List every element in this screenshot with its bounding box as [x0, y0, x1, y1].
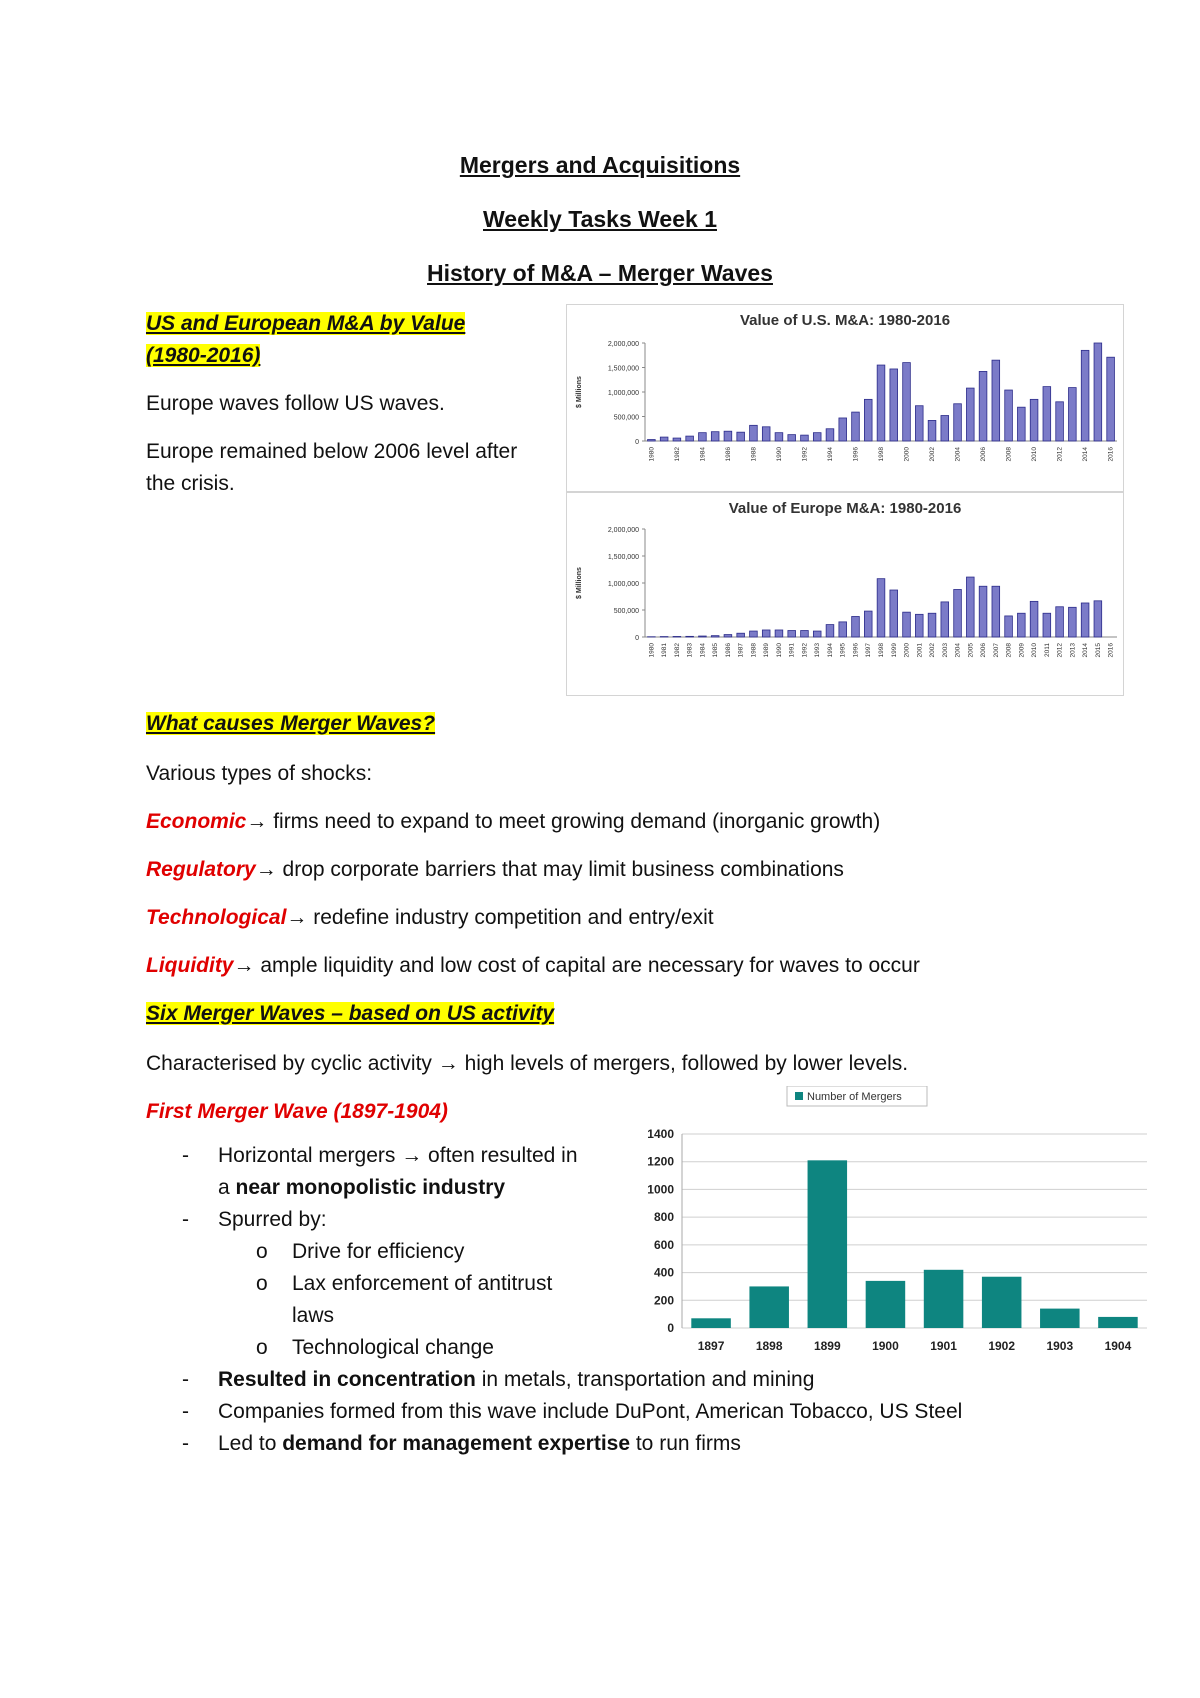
y-tick-label: 1,500,000 [607, 554, 639, 561]
x-tick-label: 1998 [878, 447, 885, 462]
x-tick-label: 1986 [724, 447, 732, 462]
bar [928, 613, 936, 637]
y-axis-label: $ Millions [576, 376, 583, 408]
x-tick-label: 2006 [980, 643, 988, 658]
arrow-icon: → [246, 810, 268, 833]
x-tick-label: 1903 [1046, 1339, 1074, 1353]
x-tick-label: 1990 [775, 643, 783, 658]
bar [762, 427, 770, 441]
bar [775, 630, 783, 637]
shock-label: Economic [146, 810, 247, 833]
x-tick-label: 2000 [903, 447, 911, 462]
bar [1081, 350, 1089, 441]
x-tick-label: 2000 [903, 643, 911, 658]
x-tick-label: 1984 [699, 447, 707, 462]
bar [877, 579, 885, 637]
bar [775, 433, 783, 441]
list-item: - Resulted in concentration in metals, transportation and mining [182, 1368, 815, 1391]
x-tick-label: 2015 [1094, 643, 1102, 658]
bar [826, 429, 834, 441]
bar [903, 363, 911, 441]
list-item-continued: a near monopolistic industry [218, 1176, 506, 1199]
shock-label: Technological [146, 906, 287, 929]
y-tick-label: 600 [653, 1237, 674, 1252]
x-tick-label: 2002 [929, 643, 937, 658]
bar [1017, 407, 1025, 441]
document-title: Mergers and Acquisitions [459, 152, 741, 178]
x-tick-label: 2013 [1069, 643, 1077, 658]
x-tick-label: 2010 [1031, 447, 1039, 462]
x-tick-label: 1901 [930, 1339, 957, 1353]
bar [915, 406, 923, 441]
bar [1040, 1309, 1080, 1328]
bar [979, 586, 987, 637]
para-cyclic-activity: Characterised by cyclic activity → high levels of mergers, followed by lower levels. [146, 1052, 909, 1075]
arrow-icon: → [286, 906, 308, 929]
bar [686, 636, 694, 637]
list-item: - Spurred by: [182, 1208, 327, 1231]
para-europe-below-line2: the crisis. [146, 472, 235, 495]
x-tick-label: 1995 [839, 643, 847, 658]
bar [762, 630, 770, 637]
x-tick-label: 1904 [1104, 1339, 1132, 1353]
bar [915, 614, 923, 637]
x-tick-label: 2005 [967, 643, 975, 658]
x-tick-label: 2008 [1005, 643, 1013, 658]
x-tick-label: 2012 [1056, 447, 1064, 462]
x-tick-label: 1997 [865, 643, 873, 658]
x-tick-label: 2014 [1082, 447, 1090, 462]
x-tick-label: 2001 [916, 643, 924, 658]
bar [890, 369, 898, 441]
x-tick-label: 1996 [852, 643, 860, 658]
bar [724, 431, 732, 441]
bar [1030, 601, 1038, 637]
x-tick-label: 1989 [763, 643, 771, 658]
chart-number-of-mergers [632, 1086, 1152, 1356]
document-subtitle: Weekly Tasks Week 1 [483, 206, 717, 232]
x-tick-label: 2002 [929, 447, 937, 462]
bar [801, 631, 809, 637]
x-tick-label: 2004 [954, 447, 962, 462]
x-tick-label: 2006 [980, 447, 988, 462]
bar [826, 625, 834, 637]
bar [737, 633, 745, 637]
x-tick-label: 2003 [941, 643, 949, 658]
bar [808, 1160, 848, 1328]
x-tick-label: 2009 [1018, 643, 1026, 658]
bar [941, 416, 949, 441]
x-tick-label: 1902 [988, 1339, 1016, 1353]
sub-list-item: o Lax enforcement of antitrust [256, 1272, 553, 1295]
bar [711, 432, 719, 441]
y-axis-label: $ Millions [576, 567, 583, 599]
bar [1005, 390, 1013, 441]
x-tick-label: 1983 [686, 643, 694, 658]
x-tick-label: 2012 [1056, 643, 1064, 658]
chart-number-of-mergers-svg [632, 1086, 1152, 1356]
bar [660, 437, 668, 441]
bar [699, 636, 707, 637]
heading-us-europe-value-years: (1980-2016) [146, 344, 261, 367]
x-tick-label: 1988 [750, 447, 758, 462]
bar [1098, 1317, 1138, 1328]
x-tick-label: 1897 [697, 1339, 725, 1353]
shock-economic: Economic→ firms need to expand to meet growing demand (inorganic growth) [146, 810, 881, 833]
list-item: - Led to demand for management expertise to run firms [182, 1432, 741, 1455]
x-tick-label: 1992 [801, 643, 809, 658]
bar [1005, 616, 1013, 637]
x-tick-label: 1982 [673, 643, 681, 658]
shock-label: Liquidity [146, 954, 234, 977]
bar [724, 635, 732, 637]
shock-regulatory: Regulatory→ drop corporate barriers that may limit business combinations [146, 858, 844, 881]
bar [813, 631, 821, 637]
x-tick-label: 1990 [775, 447, 783, 462]
arrow-icon: → [255, 858, 277, 881]
bar [852, 616, 860, 637]
x-tick-label: 2016 [1107, 643, 1115, 658]
bar [737, 432, 745, 441]
x-tick-label: 1899 [813, 1339, 841, 1353]
x-tick-label: 1984 [699, 643, 707, 658]
bar [788, 631, 796, 637]
bar [864, 399, 872, 441]
bar [866, 1281, 906, 1328]
chart-europe-ma [566, 492, 1124, 696]
chart-us-ma [566, 304, 1124, 492]
bar [673, 636, 681, 637]
x-tick-label: 2010 [1031, 643, 1039, 658]
bar [852, 412, 860, 441]
x-tick-label: 1994 [826, 447, 834, 462]
x-tick-label: 1981 [661, 643, 669, 658]
y-tick-label: 1000 [647, 1182, 674, 1197]
bar [648, 440, 656, 441]
bar [1069, 388, 1077, 441]
x-tick-label: 1991 [788, 643, 796, 658]
bar [982, 1277, 1022, 1328]
bar [966, 388, 974, 441]
x-tick-label: 1993 [814, 643, 822, 658]
bar [699, 433, 707, 441]
bar [813, 433, 821, 441]
heading-us-europe-value: US and European M&A by Value [146, 312, 466, 335]
bar [686, 436, 694, 441]
shock-liquidity: Liquidity→ ample liquidity and low cost of capital are necessary for waves to occur [146, 954, 920, 977]
x-tick-label: 1985 [712, 643, 720, 658]
y-tick-label: 0 [635, 635, 639, 642]
heading-first-wave: First Merger Wave (1897-1904) [146, 1100, 448, 1123]
legend-label: Number of Mergers [807, 1091, 902, 1103]
y-tick-label: 0 [635, 439, 639, 446]
x-tick-label: 1996 [852, 447, 860, 462]
bar [992, 586, 1000, 637]
chart-europe-ma-svg [567, 493, 1123, 695]
bar [750, 425, 758, 441]
bar [877, 365, 885, 441]
legend-swatch [795, 1092, 803, 1100]
x-tick-label: 2014 [1082, 643, 1090, 658]
bar [691, 1318, 731, 1328]
y-tick-label: 1400 [647, 1127, 674, 1141]
chart-title: Value of U.S. M&A: 1980-2016 [739, 312, 951, 329]
bar [1043, 387, 1051, 441]
x-tick-label: 2011 [1043, 643, 1051, 657]
x-tick-label: 1982 [673, 447, 681, 462]
heading-merger-causes: What causes Merger Waves? [146, 712, 436, 735]
x-tick-label: 2016 [1107, 447, 1115, 462]
bar [788, 435, 796, 441]
y-tick-label: 1,000,000 [607, 390, 639, 397]
bar [1030, 399, 1038, 441]
y-tick-label: 500,000 [613, 608, 639, 615]
y-tick-label: 500,000 [613, 414, 639, 422]
section-title-history: History of M&A – Merger Waves [427, 260, 773, 286]
bar [941, 602, 949, 637]
y-tick-label: 200 [653, 1293, 674, 1308]
chart-title: Value of Europe M&A: 1980-2016 [728, 500, 962, 517]
bar [924, 1270, 964, 1328]
bar [1081, 603, 1089, 637]
x-tick-label: 1980 [648, 447, 656, 462]
y-tick-label: 2,000,000 [607, 527, 639, 534]
bar [992, 360, 1000, 441]
bar [1056, 607, 1064, 637]
sub-list-item: o Technological change [256, 1336, 494, 1359]
shock-label: Regulatory [146, 858, 256, 881]
para-shock-types: Various types of shocks: [146, 762, 373, 785]
bar [979, 371, 987, 441]
bar [890, 590, 898, 637]
bar [1056, 402, 1064, 441]
bar [954, 589, 962, 637]
arrow-icon: → [233, 954, 255, 977]
x-tick-label: 1987 [737, 643, 745, 658]
y-tick-label: 1,500,000 [607, 365, 639, 373]
bar [711, 636, 719, 637]
bar [1094, 343, 1102, 441]
bar [839, 622, 847, 637]
y-tick-label: 0 [667, 1321, 674, 1335]
para-europe-waves: Europe waves follow US waves. [146, 392, 445, 415]
bar [864, 611, 872, 637]
bar [801, 435, 809, 441]
sub-list-item-continued: laws [292, 1304, 335, 1327]
y-tick-label: 800 [653, 1210, 674, 1225]
bar [1094, 601, 1102, 637]
bar [966, 577, 974, 637]
y-tick-label: 400 [653, 1265, 674, 1280]
x-tick-label: 1992 [801, 447, 809, 462]
bar [749, 1286, 789, 1328]
x-tick-label: 1998 [878, 643, 885, 658]
y-tick-label: 1200 [647, 1154, 674, 1169]
x-tick-label: 2008 [1005, 447, 1013, 462]
sub-list-item: o Drive for efficiency [256, 1240, 465, 1263]
x-tick-label: 2004 [954, 643, 962, 658]
bar [928, 420, 936, 441]
bar [1069, 607, 1077, 637]
bar [839, 418, 847, 441]
bar [673, 438, 681, 441]
x-tick-label: 1994 [826, 643, 834, 658]
bar [1107, 357, 1115, 441]
list-item: - Companies formed from this wave include DuPont, American Tobacco, US Steel [182, 1400, 963, 1423]
bar [1017, 613, 1025, 637]
bar [1043, 613, 1051, 637]
y-tick-label: 2,000,000 [607, 341, 639, 348]
bar [750, 631, 758, 637]
x-tick-label: 1986 [724, 643, 732, 658]
bar [903, 612, 911, 637]
list-item: - Horizontal mergers → often resulted in [182, 1144, 578, 1167]
chart-us-ma-svg [567, 305, 1123, 491]
shock-technological: Technological→ redefine industry competition and entry/exit [146, 906, 714, 929]
y-tick-label: 1,000,000 [607, 581, 639, 588]
bar [954, 404, 962, 441]
x-tick-label: 1999 [890, 643, 898, 658]
x-tick-label: 1988 [750, 643, 758, 658]
heading-six-waves: Six Merger Waves – based on US activity [146, 1002, 555, 1025]
x-tick-label: 2007 [992, 643, 1000, 658]
para-europe-below-line1: Europe remained below 2006 level after [146, 440, 518, 463]
x-tick-label: 1898 [755, 1339, 783, 1353]
x-tick-label: 1900 [872, 1339, 899, 1353]
x-tick-label: 1980 [648, 643, 656, 658]
